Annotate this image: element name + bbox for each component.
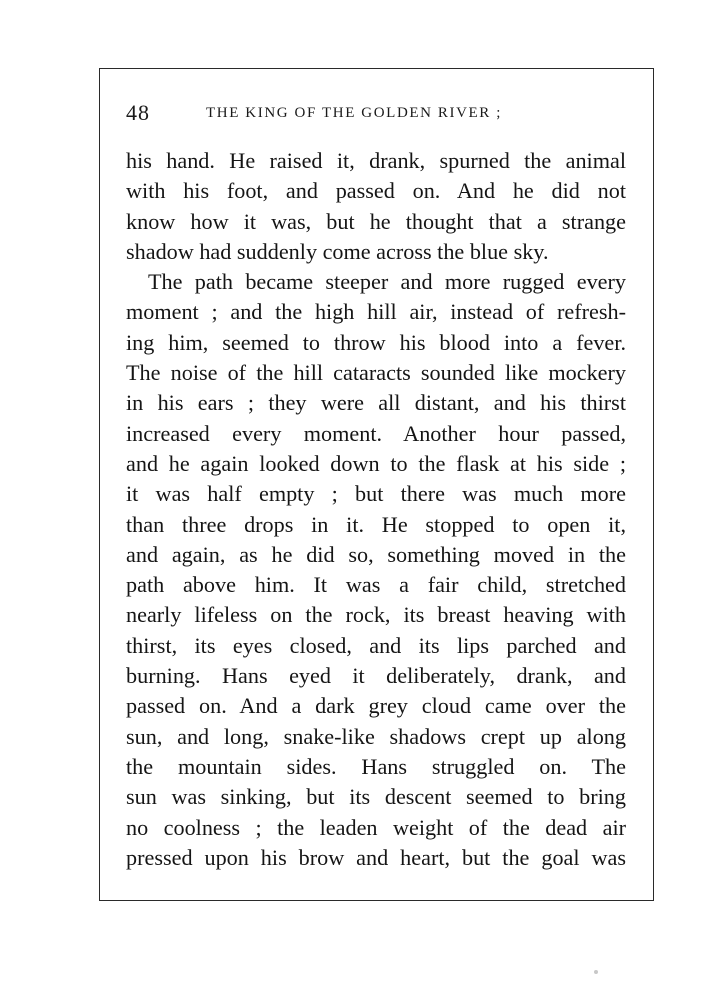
text-line: moment ; and the high hill air, instead of refresh- (126, 299, 626, 325)
page-number: 48 (126, 100, 150, 125)
text-line: the mountain sides. Hans struggled on. The (126, 753, 626, 779)
text-line: burning. Hans eyed it deliberately, drank, and (126, 663, 626, 689)
text-line: nearly lifeless on the rock, its breast heaving with (126, 602, 626, 628)
text-line: his hand. He raised it, drank, spurned the animal (126, 148, 626, 173)
text-line: it was half empty ; but there was much more (126, 481, 626, 507)
text-line: and again, as he did so, something moved in the (126, 541, 626, 567)
text-line: sun was sinking, but its descent seemed to bring (126, 784, 626, 810)
frame-rule-bottom (99, 900, 654, 901)
text-line: no coolness ; the leaden weight of the dead air (126, 814, 626, 840)
frame-rule-top (99, 68, 654, 69)
text-line: The path became steeper and more rugged every (148, 269, 626, 295)
text-line: with his foot, and passed on. And he did not (126, 178, 626, 204)
text-line: shadow had suddenly come across the blue sky. (126, 238, 549, 264)
text-line: increased every moment. Another hour passed, (126, 420, 626, 446)
text-line: The noise of the hill cataracts sounded like mockery (126, 360, 626, 386)
text-line: in his ears ; they were all distant, and his thirst (126, 390, 626, 416)
page-header (126, 100, 626, 130)
text-line: sun, and long, snake-like shadows crept up along (126, 723, 626, 749)
text-line: thirst, its eyes closed, and its lips parched and (126, 632, 626, 658)
text-line: path above him. It was a fair child, stretched (126, 572, 626, 598)
text-line: passed on. And a dark grey cloud came over the (126, 693, 626, 719)
body-text (126, 146, 626, 873)
text-line: ing him, seemed to throw his blood into a fever. (126, 329, 626, 355)
frame-rule-left (99, 68, 100, 901)
frame-rule-right (653, 68, 654, 901)
paper-speck (594, 970, 598, 974)
text-line: and he again looked down to the flask at his side ; (126, 450, 626, 476)
text-line: than three drops in it. He stopped to open it, (126, 511, 626, 537)
text-line: pressed upon his brow and heart, but the goal was (126, 844, 626, 870)
text-line: know how it was, but he thought that a strange (126, 208, 626, 234)
running-head: THE KING OF THE GOLDEN RIVER ; (206, 105, 503, 121)
